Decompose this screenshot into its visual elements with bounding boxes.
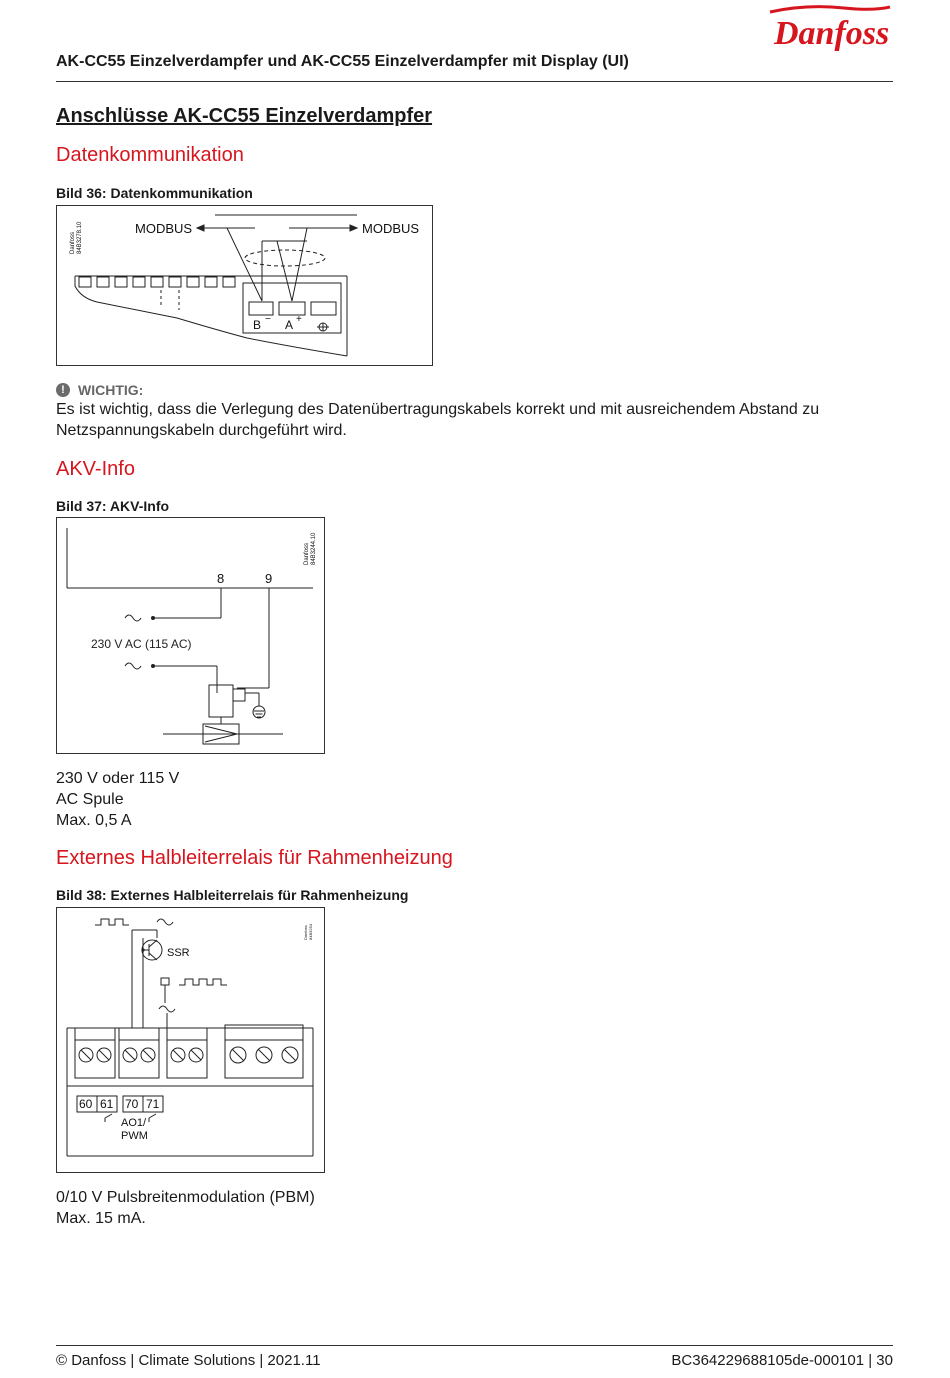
doc-id-37-line2: 84B3244.10 xyxy=(311,532,317,565)
heading-akv-info: AKV-Info xyxy=(56,458,135,480)
doc-id-36-line1: Danfoss xyxy=(70,231,76,254)
doc-id-38-line1: Danfoss xyxy=(303,925,308,940)
terminal-8-label: 8 xyxy=(217,571,225,586)
akv-spec-line-1: 230 V oder 115 V xyxy=(56,770,180,787)
modbus-label-right: MODBUS xyxy=(362,221,420,236)
doc-id-38-line2: 84B3254 xyxy=(308,923,313,940)
exclamation-icon: ! xyxy=(56,383,70,397)
footer-rule xyxy=(56,1345,893,1346)
terminal-b-label: B xyxy=(253,318,262,332)
figure-external-ssr xyxy=(56,907,325,1173)
akv-spec-line-2: AC Spule xyxy=(56,791,124,808)
danfoss-logo xyxy=(766,2,894,56)
note-label xyxy=(56,382,143,398)
logo-text: Danfoss xyxy=(774,15,890,52)
svg-text:−: − xyxy=(265,314,271,325)
terminal-61-label: 61 xyxy=(100,1097,114,1111)
terminal-60-label: 60 xyxy=(79,1097,93,1111)
ssr-spec-line-1: 0/10 V Pulsbreitenmodulation (PBM) xyxy=(56,1189,315,1206)
terminal-a-label: A xyxy=(285,318,294,332)
figure-caption-36: Bild 36: Datenkommunikation xyxy=(56,185,253,201)
figure-data-communication xyxy=(56,205,433,366)
page-title: Anschlüsse AK-CC55 Einzelverdampfer xyxy=(56,105,433,127)
document-title: AK-CC55 Einzelverdampfer und AK-CC55 Einzelverdampfer mit Display (UI) xyxy=(56,53,629,70)
ssr-label: SSR xyxy=(167,947,190,959)
terminal-9-label: 9 xyxy=(265,571,273,586)
akv-spec-line-3: Max. 0,5 A xyxy=(56,812,132,829)
voltage-label: 230 V AC (115 AC) xyxy=(91,637,192,651)
modbus-label-left: MODBUS xyxy=(135,221,193,236)
terminal-70-label: 70 xyxy=(125,1097,139,1111)
heading-external-ssr: Externes Halbleiterrelais für Rahmenheizung xyxy=(56,847,453,869)
ssr-spec-line-2: Max. 15 mA. xyxy=(56,1210,146,1227)
note-label-text: WICHTIG: xyxy=(78,382,144,398)
figure-caption-37: Bild 37: AKV-Info xyxy=(56,498,170,514)
doc-id-36-line2: 84B3278.10 xyxy=(77,221,83,254)
doc-id-37-line1: Danfoss xyxy=(304,542,310,565)
terminal-71-label: 71 xyxy=(146,1097,160,1111)
figure-caption-38: Bild 38: Externes Halbleiterrelais für Rahmenheizung xyxy=(56,887,409,903)
pwm-label: PWM xyxy=(121,1130,148,1142)
heading-data-communication: Datenkommunikation xyxy=(56,144,244,166)
header-rule xyxy=(56,81,893,82)
ao1-label: AO1/ xyxy=(121,1117,147,1129)
note-text: Es ist wichtig, dass die Verlegung des Datenübertragungskabels korrekt und mit ausreichendem Abstand zu Netzspannungskabeln durchgeführt wird. xyxy=(56,401,820,439)
footer-doc-page: BC364229688105de-000101 | 30 xyxy=(671,1352,893,1369)
figure-akv-info xyxy=(56,517,325,754)
footer-copyright: © Danfoss | Climate Solutions | 2021.11 xyxy=(56,1352,321,1369)
svg-text:+: + xyxy=(296,314,302,325)
